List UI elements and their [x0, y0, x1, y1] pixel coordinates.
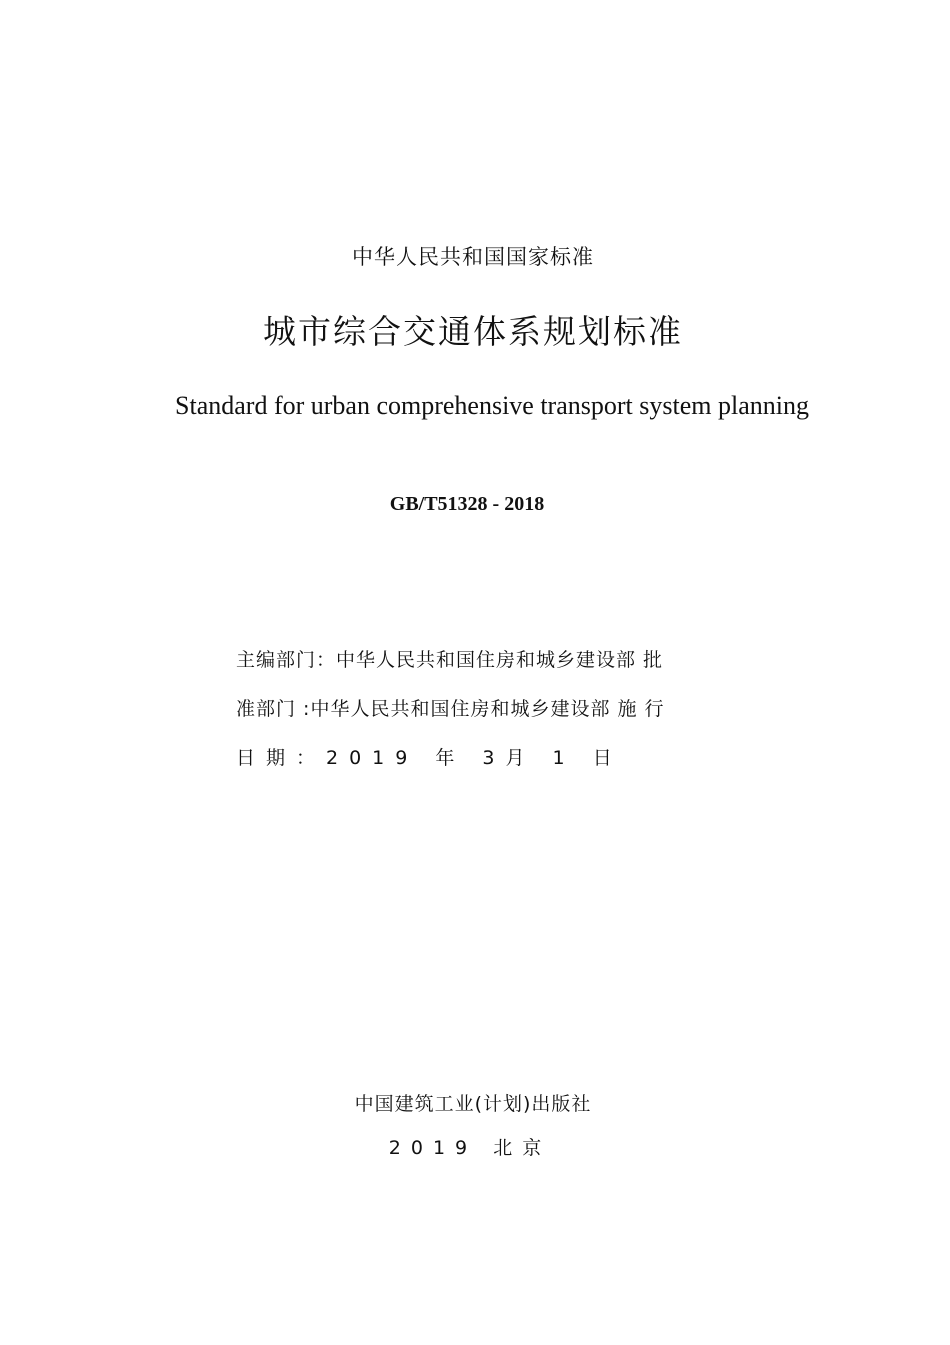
standard-code: GB/T51328 - 2018 [389, 493, 545, 515]
publisher-name: 中国建筑工业(计划)出版社 [354, 1093, 592, 1115]
publication-place-year: 2019 北京 [388, 1137, 552, 1159]
info-line-editor-department: 主编部门：中华人民共和国住房和城乡建设部 批 [236, 649, 664, 671]
info-line-effective-date: 日期：2019 年 3月 1 日 [236, 747, 623, 769]
info-line-approval-department: 准部门 :中华人民共和国住房和城乡建设部 施 行 [236, 698, 665, 720]
document-title-english: Standard for urban comprehensive transport system planning [175, 391, 809, 420]
standard-series-label: 中华人民共和国国家标准 [352, 245, 594, 269]
document-title-chinese: 城市综合交通体系规划标准 [263, 312, 683, 351]
